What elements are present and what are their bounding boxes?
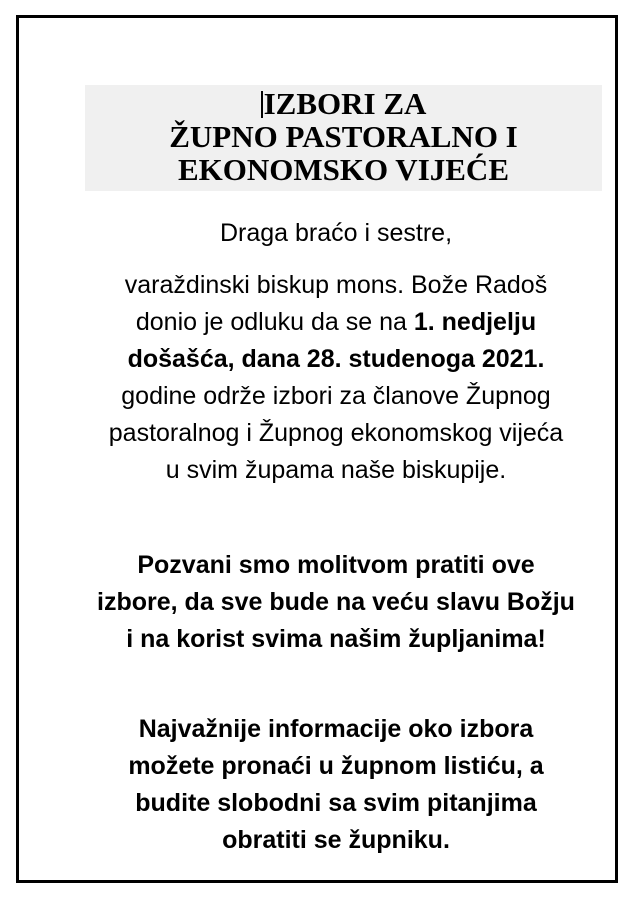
title-text-1: IZBORI ZA: [263, 86, 427, 121]
paragraph-announcement: [38, 267, 634, 489]
text-line: [38, 547, 634, 584]
text-line: [38, 378, 634, 415]
text-line: [38, 584, 634, 621]
title-line-2: ŽUPNO PASTORALNO I: [169, 119, 518, 154]
bold-text-run: budite slobodni sa svim pitanjima: [135, 789, 537, 817]
paragraph-greeting: [38, 215, 634, 252]
text-cursor-icon: [261, 91, 263, 118]
bold-text-run: Pozvani smo molitvom pratiti ove: [137, 551, 535, 579]
text-run: Draga braćo i sestre,: [219, 219, 453, 247]
paragraph-info: [38, 711, 634, 859]
text-line: [38, 304, 634, 341]
text-line: [38, 822, 634, 859]
title-line-1: [85, 87, 602, 120]
page-border-frame: [16, 15, 618, 883]
text-line: [38, 748, 634, 785]
bold-text-run: 1. nedjelju: [413, 308, 537, 336]
text-line: [38, 452, 634, 489]
bold-text-run: možete pronaći u župnom listiću, a: [128, 752, 544, 780]
bold-text-run: obratiti se župniku.: [222, 826, 450, 854]
bold-text-run: došašća, dana 28. studenoga 2021.: [127, 345, 545, 373]
bold-text-run: Najvažnije informacije oko izbora: [138, 715, 534, 743]
bold-text-run: i na korist svima našim župljanima!: [126, 625, 546, 653]
text-run: varaždinski biskup mons. Bože Radoš: [124, 271, 548, 299]
text-line: [38, 785, 634, 822]
text-line: [38, 621, 634, 658]
bold-text-run: izbore, da sve bude na veću slavu Božju: [97, 588, 575, 616]
title-line-3: EKONOMSKO VIJEĆE: [177, 152, 509, 187]
text-line: [38, 711, 634, 748]
text-line: [38, 341, 634, 378]
text-run: godine održe izbori za članove Župnog: [121, 382, 551, 410]
text-run: donio je odluku da se na: [135, 308, 414, 336]
paragraph-prayer-call: [38, 547, 634, 658]
title-box: [85, 85, 602, 191]
text-run: u svim župama naše biskupije.: [165, 456, 507, 484]
text-line: [38, 215, 634, 252]
text-line: [38, 415, 634, 452]
text-line: [38, 267, 634, 304]
text-run: pastoralnog i Župnog ekonomskog vijeća: [108, 419, 564, 447]
